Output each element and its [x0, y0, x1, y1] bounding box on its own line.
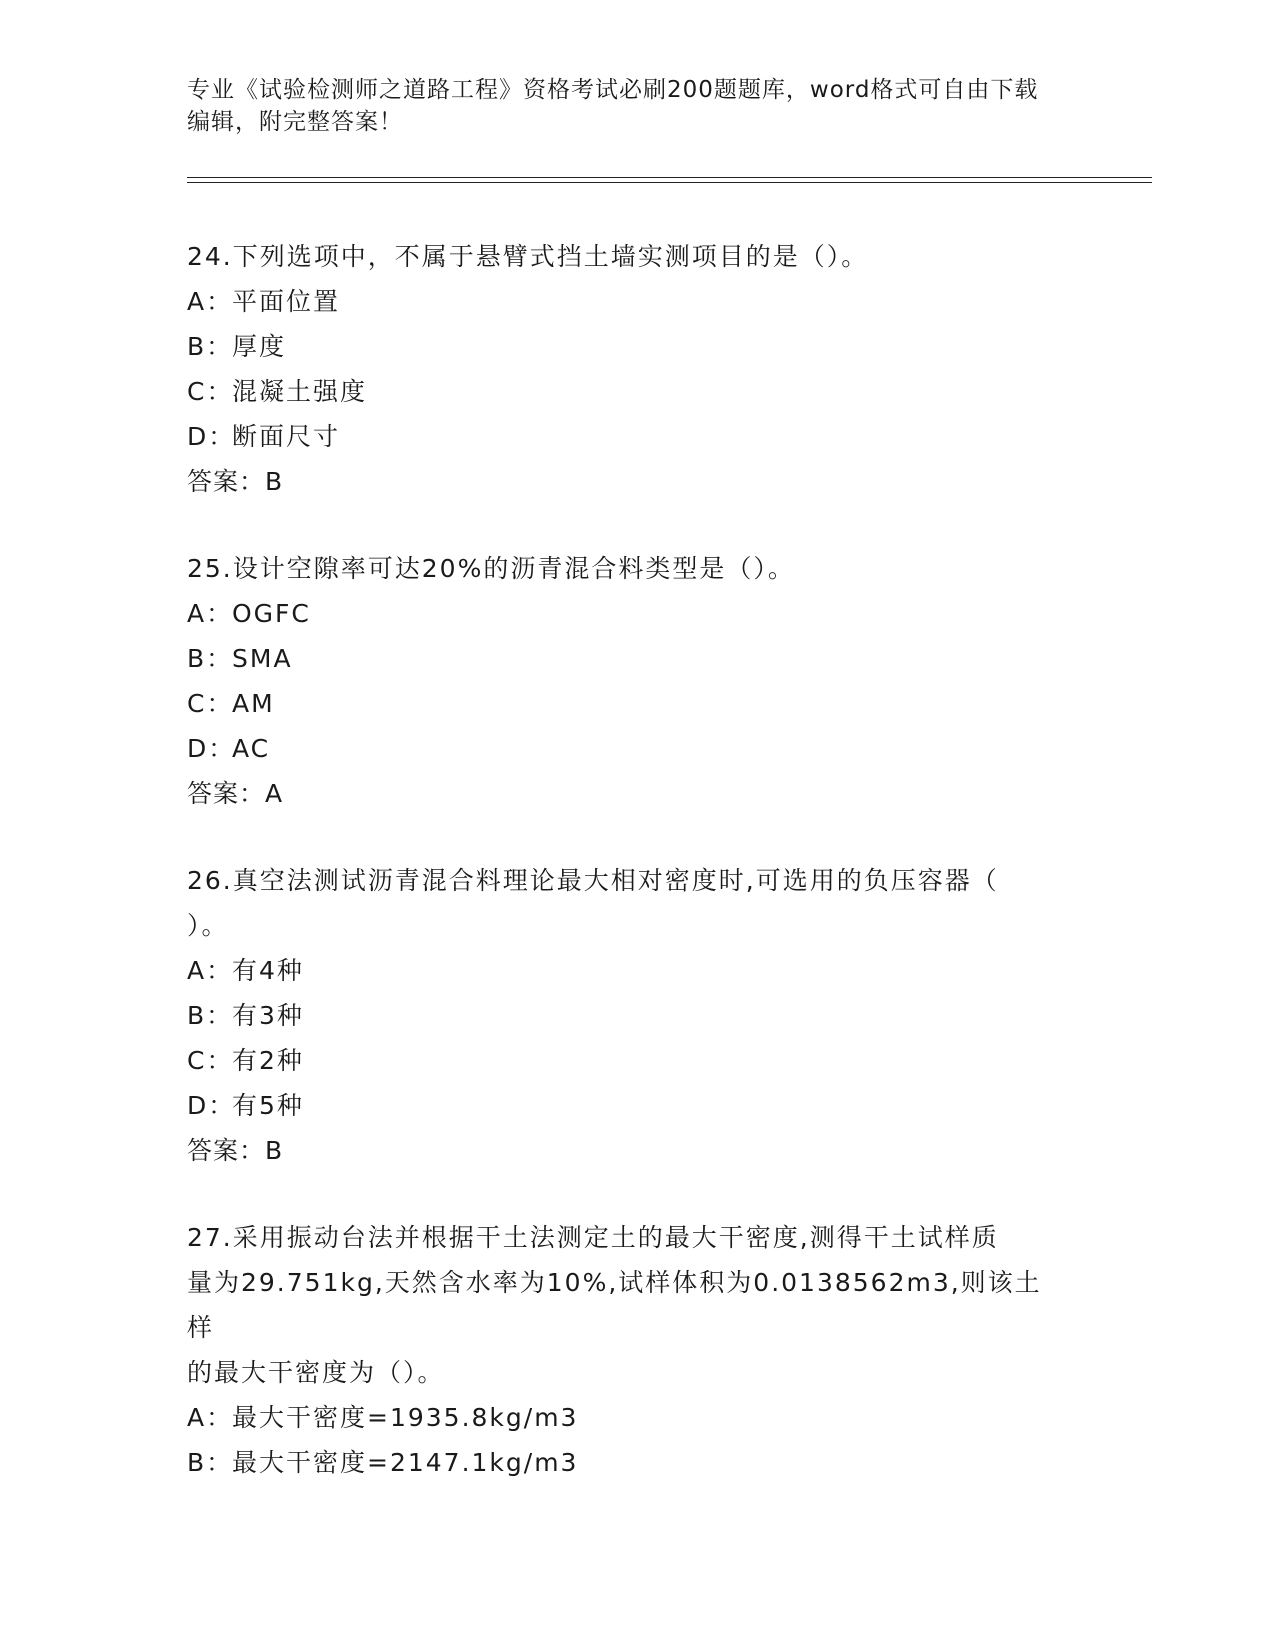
option-text: 有5种	[232, 1091, 304, 1120]
question-stem: 25.设计空隙率可达20%的沥青混合料类型是（）。	[187, 554, 795, 583]
question-24	[187, 234, 1067, 504]
question-26	[187, 858, 1067, 1173]
option-d	[187, 1083, 1067, 1128]
option-key: B：	[187, 1001, 234, 1030]
option-a	[187, 1395, 1067, 1440]
option-text: 最大干密度=1935.8kg/m3	[232, 1403, 579, 1432]
option-key: B：	[187, 332, 234, 361]
option-a	[187, 279, 1067, 324]
option-text: 最大干密度=2147.1kg/m3	[232, 1448, 579, 1477]
option-text: 断面尺寸	[232, 422, 341, 451]
option-c	[187, 369, 1067, 414]
option-text: 有2种	[232, 1046, 304, 1075]
option-c	[187, 1038, 1067, 1083]
option-text: OGFC	[232, 599, 311, 628]
option-text: SMA	[232, 644, 293, 673]
question-stem: 27.采用振动台法并根据干土法测定土的最大干密度,测得干土试样质 量为29.751kg,天然含水率为10%,试样体积为0.0138562m3,则该土样 的最大干密度为（）。	[187, 1223, 1042, 1387]
option-key: C：	[187, 1046, 234, 1075]
option-a	[187, 948, 1067, 993]
option-d	[187, 414, 1067, 459]
question-stem: 26.真空法测试沥青混合料理论最大相对密度时,可选用的负压容器（ ）。	[187, 866, 999, 940]
question-27	[187, 1215, 1067, 1485]
option-key: D：	[187, 422, 236, 451]
option-c	[187, 681, 1067, 726]
answer-line: 答案：A	[187, 779, 284, 808]
option-key: A：	[187, 956, 234, 985]
option-key: D：	[187, 734, 236, 763]
option-text: 有3种	[232, 1001, 304, 1030]
option-text: AC	[232, 734, 271, 763]
option-a	[187, 591, 1067, 636]
option-text: 有4种	[232, 956, 304, 985]
option-d	[187, 726, 1067, 771]
question-stem: 24.下列选项中，不属于悬臂式挡土墙实测项目的是（）。	[187, 242, 869, 271]
option-text: 厚度	[232, 332, 287, 361]
answer-line: 答案：B	[187, 467, 284, 496]
option-text: AM	[232, 689, 275, 718]
header-divider-bottom	[187, 182, 1152, 183]
option-b	[187, 636, 1067, 681]
option-text: 混凝土强度	[232, 377, 368, 406]
option-text: 平面位置	[232, 287, 341, 316]
option-key: B：	[187, 1448, 234, 1477]
option-key: C：	[187, 689, 234, 718]
header-line-1: 专业《试验检测师之道路工程》资格考试必刷200题题库，word格式可自由下载	[187, 77, 1039, 103]
option-key: D：	[187, 1091, 236, 1120]
option-key: A：	[187, 599, 234, 628]
option-key: A：	[187, 1403, 234, 1432]
header-line-2: 编辑，附完整答案！	[187, 109, 403, 135]
option-key: A：	[187, 287, 234, 316]
option-key: C：	[187, 377, 234, 406]
option-b	[187, 1440, 1067, 1485]
answer-line: 答案：B	[187, 1136, 284, 1165]
option-b	[187, 993, 1067, 1038]
header-divider-top	[187, 177, 1152, 178]
option-b	[187, 324, 1067, 369]
document-header	[187, 74, 1067, 138]
option-key: B：	[187, 644, 234, 673]
question-list	[187, 234, 1067, 1527]
question-25	[187, 546, 1067, 816]
